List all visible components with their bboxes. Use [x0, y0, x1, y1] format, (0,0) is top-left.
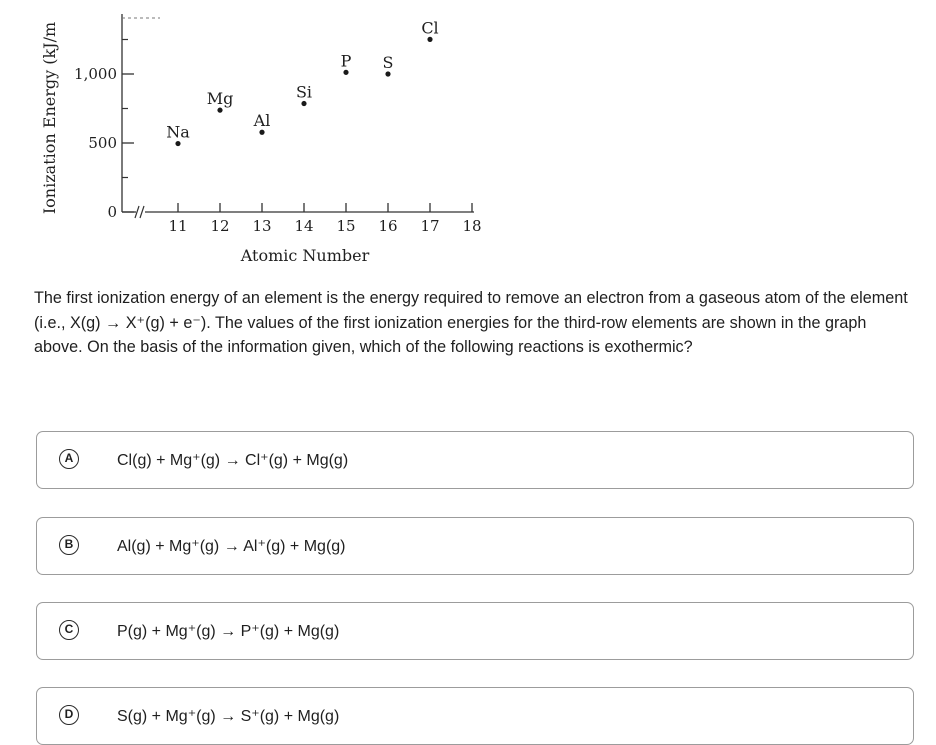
y-tick-label: 1,000 — [74, 65, 117, 83]
x-tick-label: 13 — [252, 217, 272, 235]
chart-axes — [122, 14, 474, 218]
ionization-energy-chart — [0, 0, 936, 280]
x-tick-label: 17 — [420, 217, 440, 235]
data-point-si — [301, 101, 306, 106]
data-point-p — [343, 70, 348, 75]
x-tick-label: 11 — [168, 217, 188, 235]
y-ticks — [74, 40, 134, 222]
data-point-cl — [427, 37, 432, 42]
data-point-mg — [217, 108, 222, 113]
point-label-s: S — [382, 53, 394, 72]
question-text — [34, 286, 914, 360]
x-tick-label: 16 — [378, 217, 398, 235]
point-label-si: Si — [295, 82, 313, 102]
question-body: The first ionization energy of an element is the energy required to remove an electron from a gaseous atom of the element (i.e., X(g) → X⁺(g) + e⁻). The values of the first ionization energies for the third-row elements are shown in the graph above. On the basis of the information given, which of the following reactions is exothermic? — [34, 289, 908, 356]
data-points — [166, 18, 438, 146]
choice-a-reaction: Cl(g) + Mg⁺(g) → Cl⁺(g) + Mg(g) — [117, 452, 349, 469]
choice-b-letter: B — [59, 535, 79, 555]
x-tick-label: 14 — [294, 217, 314, 235]
x-tick-label: 18 — [462, 217, 482, 235]
x-axis-break — [135, 206, 144, 218]
choice-d[interactable] — [36, 687, 914, 745]
data-point-al — [259, 130, 264, 135]
choice-c-reaction: P(g) + Mg⁺(g) → P⁺(g) + Mg(g) — [117, 623, 340, 640]
data-point-s — [385, 71, 390, 76]
point-label-na: Na — [166, 122, 190, 142]
data-point-na — [175, 141, 180, 146]
choice-d-reaction: S(g) + Mg⁺(g) → S⁺(g) + Mg(g) — [117, 708, 340, 725]
point-label-cl: Cl — [421, 18, 439, 38]
x-axis-label: Atomic Number — [240, 246, 370, 265]
choice-b-reaction: Al(g) + Mg⁺(g) → Al⁺(g) + Mg(g) — [117, 538, 346, 555]
x-tick-label: 15 — [336, 217, 356, 235]
choice-a[interactable] — [36, 431, 914, 489]
point-label-p: P — [340, 51, 352, 71]
x-ticks — [168, 203, 481, 235]
y-axis-label: Ionization Energy (kJ/m — [40, 21, 59, 215]
x-tick-label: 12 — [210, 217, 230, 235]
choice-c[interactable] — [36, 602, 914, 660]
choice-c-letter: C — [59, 620, 79, 640]
choice-d-letter: D — [59, 705, 79, 725]
point-label-mg: Mg — [206, 89, 234, 109]
y-tick-label: 0 — [107, 203, 117, 221]
y-tick-label: 500 — [88, 134, 117, 152]
choice-a-letter: A — [59, 449, 79, 469]
choice-b[interactable] — [36, 517, 914, 575]
point-label-al: Al — [253, 111, 271, 131]
